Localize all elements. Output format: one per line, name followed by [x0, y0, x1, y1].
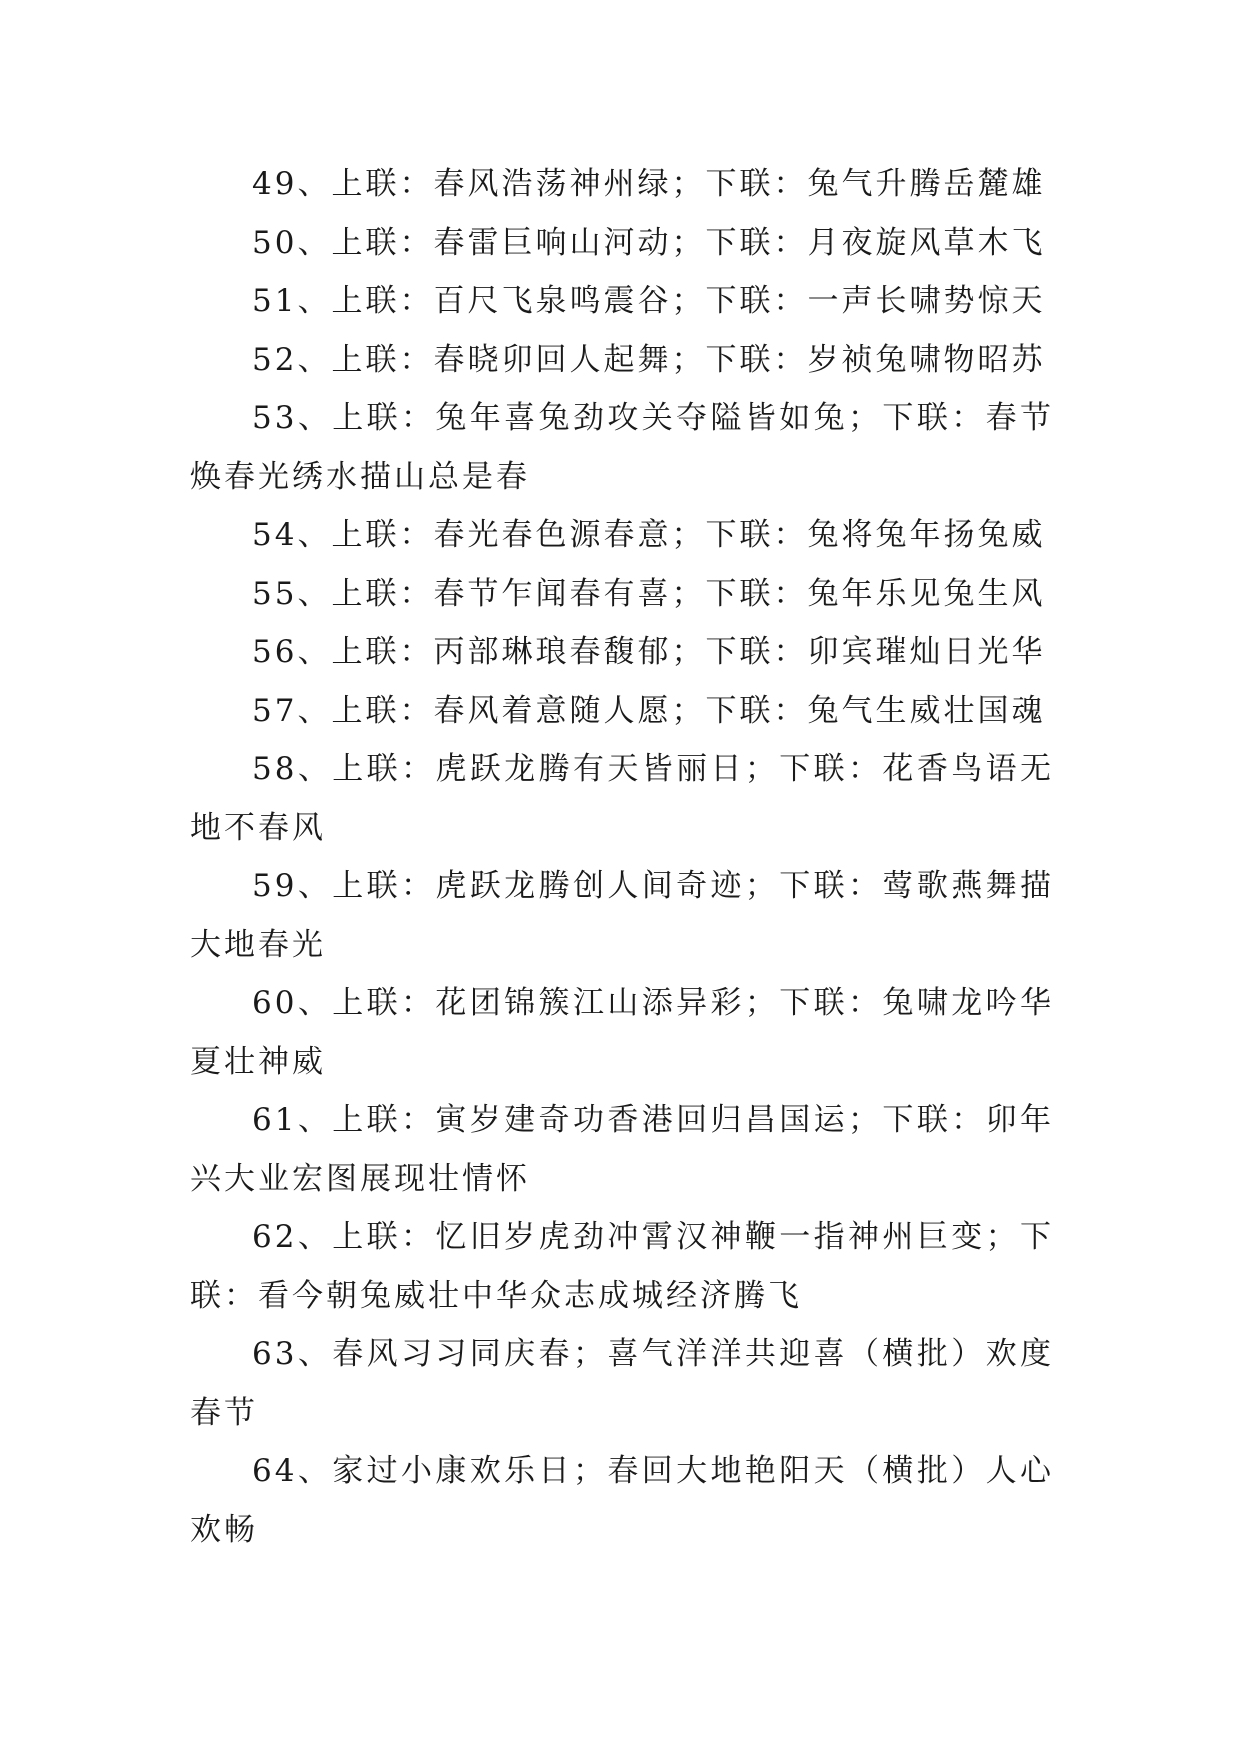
couplet-item-63: 63、春风习习同庆春；喜气洋洋共迎喜（横批）欢度春节: [190, 1336, 1054, 1431]
couplet-list: [190, 155, 1054, 1559]
couplet-item-53: 53、上联：兔年喜兔劲攻关夺隘皆如兔；下联：春节焕春光绣水描山总是春: [190, 400, 1054, 495]
couplet-item-56: 56、上联：丙部琳琅春馥郁；下联：卯宾璀灿日光华: [252, 634, 1046, 670]
couplet-item-59: 59、上联：虎跃龙腾创人间奇迹；下联：莺歌燕舞描大地春光: [190, 868, 1054, 963]
couplet-item-61: 61、上联：寅岁建奇功香港回归昌国运；下联：卯年兴大业宏图展现壮情怀: [190, 1102, 1054, 1197]
couplet-item-54: 54、上联：春光春色源春意；下联：兔将兔年扬兔威: [252, 517, 1046, 553]
couplet-item-52: 52、上联：春晓卯回人起舞；下联：岁祯兔啸物昭苏: [252, 341, 1046, 378]
couplet-item-50: 50、上联：春雷巨响山河动；下联：月夜旋风草木飞: [252, 224, 1046, 261]
couplet-item-60: 60、上联：花团锦簇江山添异彩；下联：兔啸龙吟华夏壮神威: [190, 985, 1054, 1080]
couplet-item-62: 62、上联：忆旧岁虎劲冲霄汉神鞭一指神州巨变；下联：看今朝兔威壮中华众志成城经济腾飞: [190, 1219, 1054, 1314]
couplet-item-55: 55、上联：春节乍闻春有喜；下联：兔年乐见兔生风: [252, 575, 1046, 612]
couplet-item-49: 49、上联：春风浩荡神州绿；下联：兔气升腾岳麓雄: [252, 166, 1046, 202]
couplet-item-57: 57、上联：春风着意随人愿；下联：兔气生威壮国魂: [252, 692, 1046, 729]
couplet-item-51: 51、上联：百尺飞泉鸣震谷；下联：一声长啸势惊天: [252, 283, 1046, 319]
couplet-item-58: 58、上联：虎跃龙腾有天皆丽日；下联：花香鸟语无地不春风: [190, 751, 1054, 846]
couplet-item-64: 64、家过小康欢乐日；春回大地艳阳天（横批）人心欢畅: [190, 1453, 1054, 1548]
